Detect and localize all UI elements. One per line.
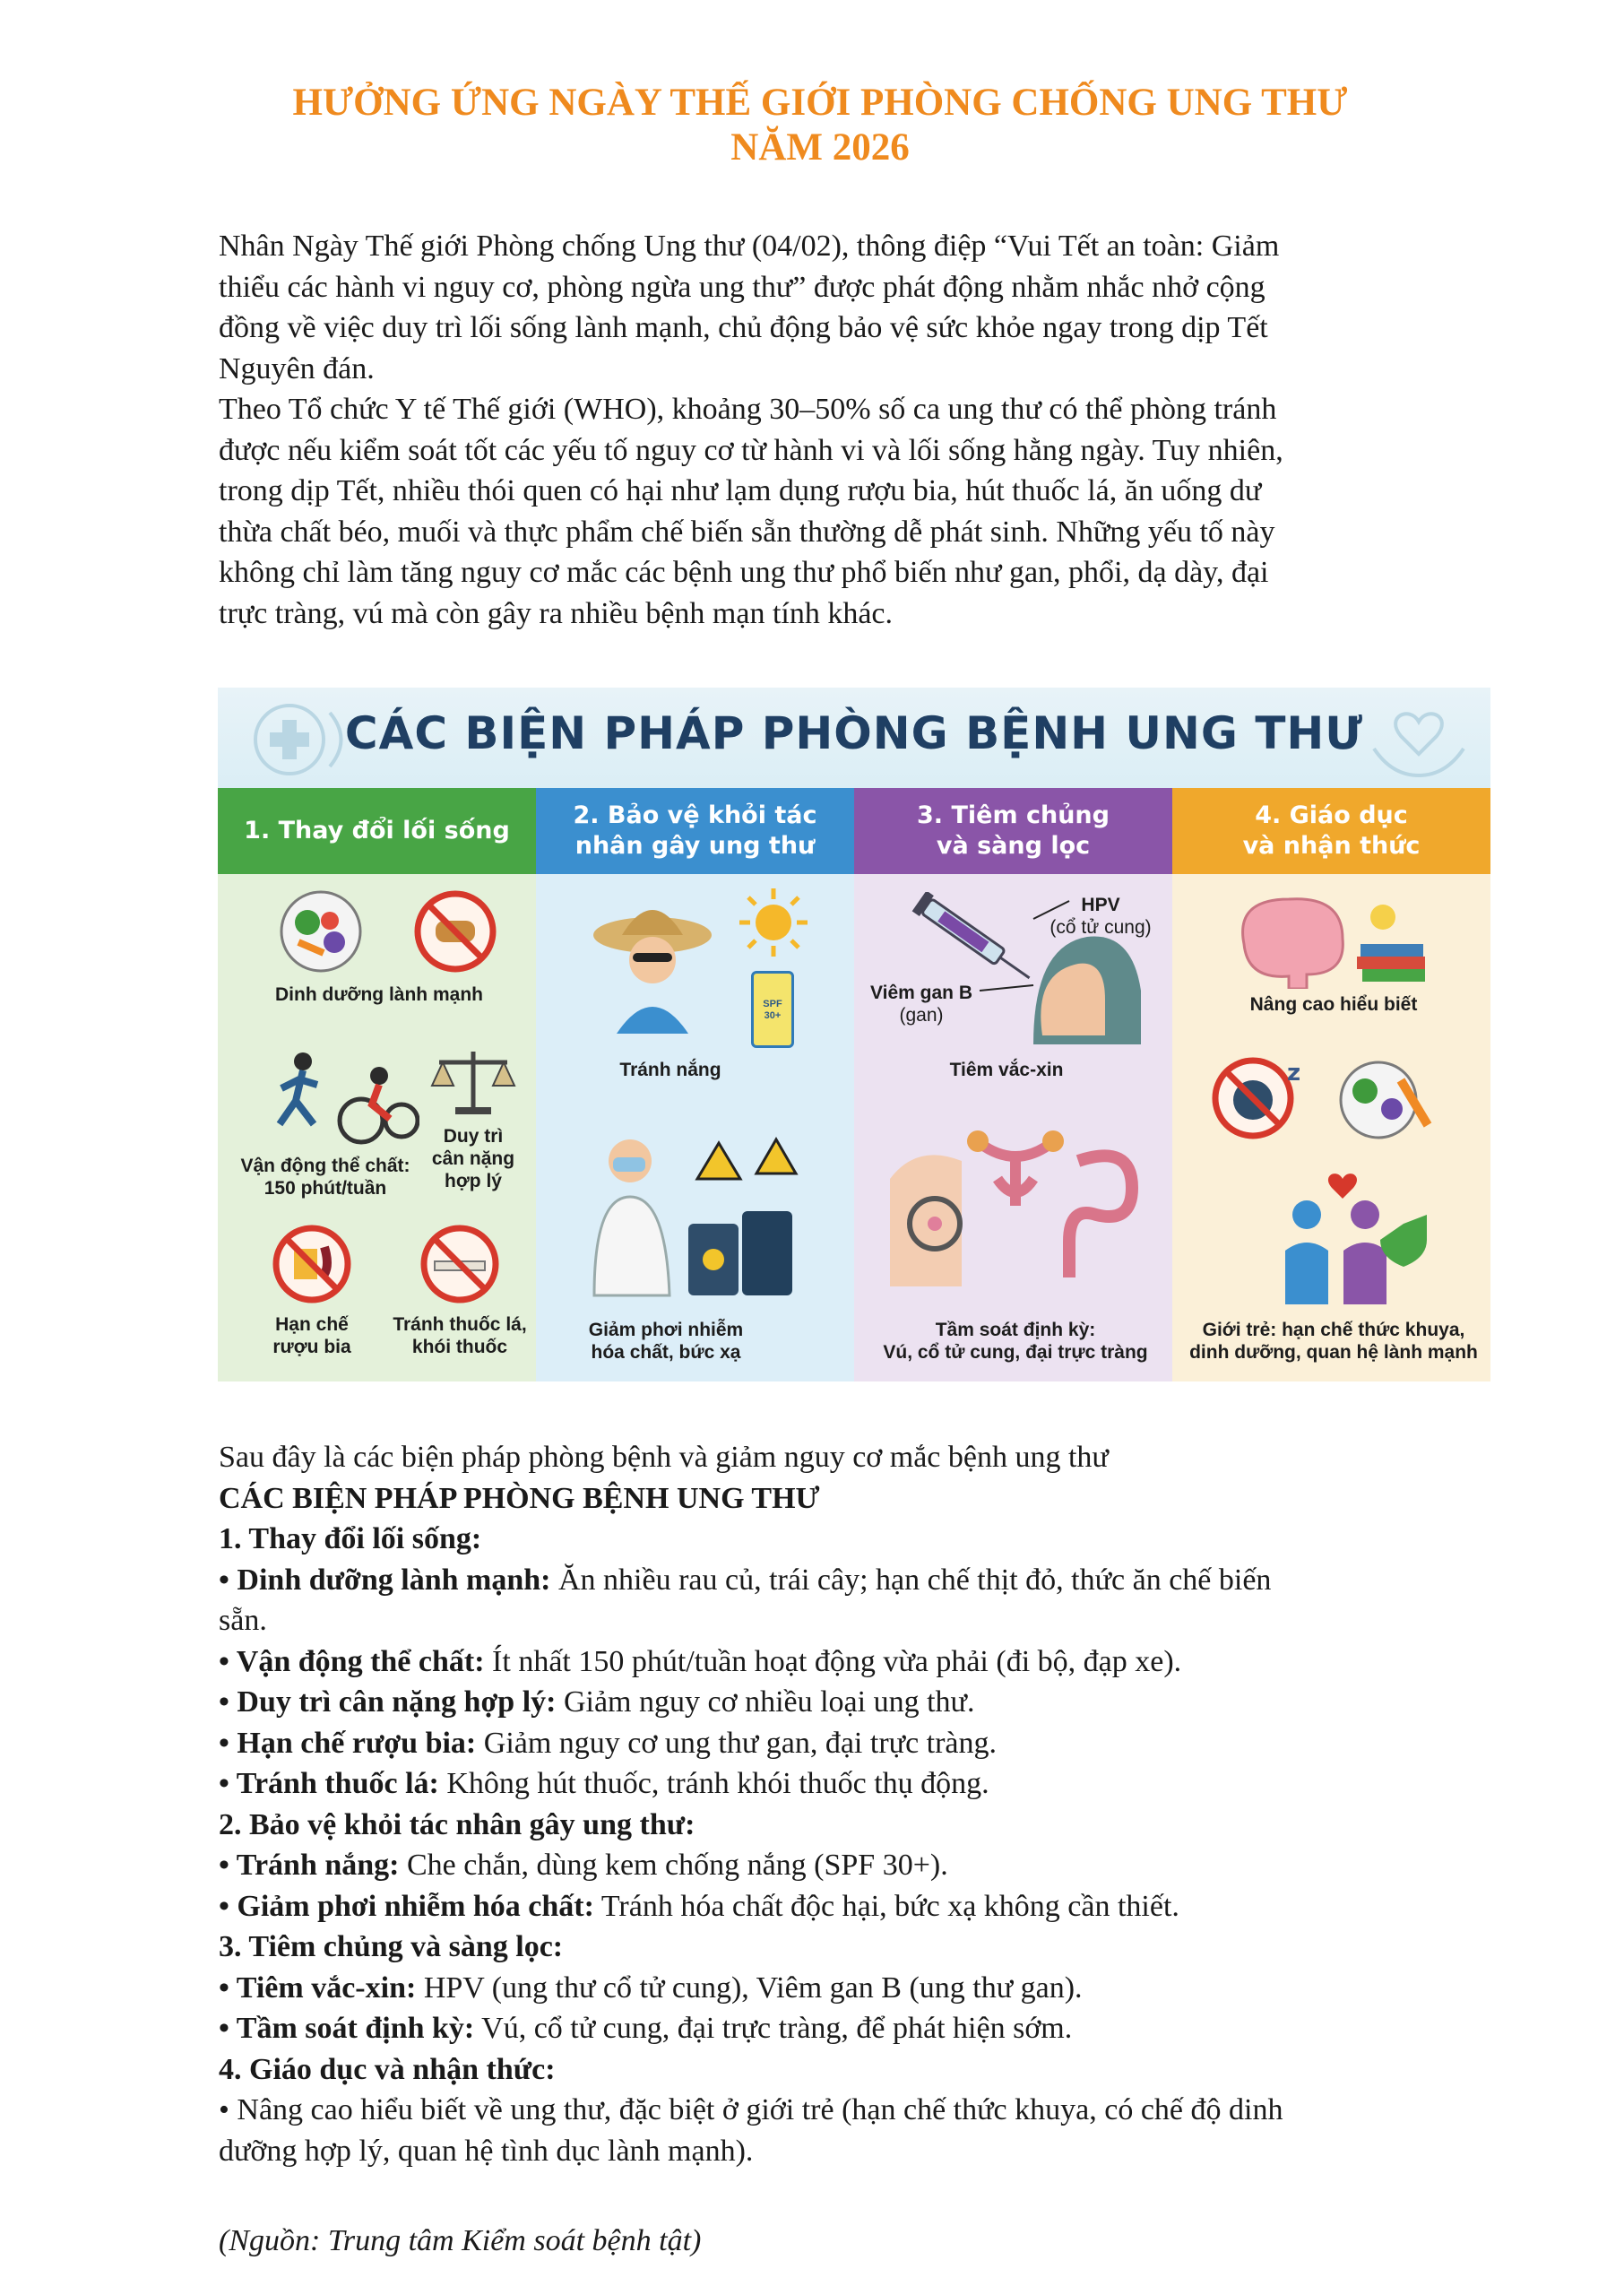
exercise-label: Vận động thể chất: 150 phút/tuần: [240, 1156, 410, 1199]
hepb-label: Viêm gan B (gan): [870, 983, 972, 1026]
screening-label: Tầm soát định kỳ: Vú, cổ tử cung, đại trực tràng: [883, 1320, 1148, 1363]
intro-line: trong dịp Tết, nhiều thói quen có hại như lạm dụng rượu bia, hút thuốc lá, ăn uống dư: [219, 474, 1262, 507]
measures-list: [219, 1437, 1491, 2171]
no-smoking-icon: [415, 1224, 505, 1304]
column-body: [1172, 874, 1490, 1381]
list-item: • Tránh thuốc lá: Không hút thuốc, tránh khói thuốc thụ động.: [219, 1767, 989, 1800]
screening-icon: [872, 1125, 1159, 1304]
column-body: [854, 874, 1172, 1381]
brain-books-icon: [1226, 890, 1432, 989]
column-lifestyle: [218, 788, 536, 1381]
column-body: [536, 874, 854, 1381]
section-heading: 3. Tiêm chủng và sàng lọc:: [219, 1930, 564, 1963]
column-header: 3. Tiêm chủng và sàng lọc: [854, 788, 1172, 874]
column-header: [218, 788, 536, 874]
list-heading: CÁC BIỆN PHÁP PHÒNG BỆNH UNG THƯ: [219, 1481, 820, 1515]
scale-icon: [428, 1044, 518, 1116]
intro-line: thừa chất béo, muối và thực phẩm chế biến sẵn thường dễ phát sinh. Những yếu tố này: [219, 515, 1275, 549]
sunscreen-icon: SPF 30+: [751, 971, 794, 1048]
list-intro: Sau đây là các biện pháp phòng bệnh và giảm nguy cơ mắc bệnh ung thư: [219, 1441, 1109, 1474]
column-protection: [536, 788, 854, 1381]
intro-line: trực tràng, vú mà còn gây ra nhiều bệnh mạn tính khác.: [219, 596, 894, 630]
intro-line: Theo Tổ chức Y tế Thế giới (WHO), khoảng 30–50% số ca ung thư có thể phòng tránh: [219, 393, 1277, 426]
no-junk-food-icon: [410, 887, 500, 976]
list-item: • Dinh dưỡng lành mạnh: Ăn nhiều rau củ, trái cây; hạn chế thịt đỏ, thức ăn chế biến: [219, 1563, 1272, 1597]
section-heading: 2. Bảo vệ khỏi tác nhân gây ung thư:: [219, 1807, 695, 1841]
infographic-title: CÁC BIỆN PHÁP PHÒNG BỆNH UNG THƯ: [344, 707, 1364, 759]
intro-line: được nếu kiểm soát tốt các yếu tố nguy cơ từ hành vi và lối sống hằng ngày. Tuy nhiên,: [219, 433, 1283, 467]
infographic: [218, 688, 1490, 1381]
sun-label: Tránh nắng: [619, 1060, 721, 1080]
vaccine-label: Tiêm vắc-xin: [949, 1060, 1064, 1080]
intro-section: [219, 226, 1473, 634]
list-item: • Hạn chế rượu bia: Giảm nguy cơ ung thư gan, đại trực tràng.: [219, 1726, 998, 1760]
column-body: [218, 874, 536, 1381]
healthy-relationship-icon: [1253, 1161, 1432, 1304]
column-vaccination: [854, 788, 1172, 1381]
chemical-worker-icon: [581, 1125, 805, 1304]
list-item: • Tầm soát định kỳ: Vú, cổ tử cung, đại trực tràng, để phát hiện sớm.: [219, 2012, 1073, 2045]
weight-label: Duy trì cân nặng hợp lý: [431, 1126, 515, 1191]
list-item: • Tiêm vắc-xin: HPV (ung thư cổ tử cung), Viêm gan B (ung thư gan).: [219, 1970, 1083, 2005]
list-item: • Giảm phơi nhiễm hóa chất: Tránh hóa chất độc hại, bức xạ không cần thiết.: [219, 1889, 1179, 1923]
nutrition-label: Dinh dưỡng lành mạnh: [275, 984, 483, 1005]
chemical-label: Giảm phơi nhiễm hóa chất, bức xạ: [588, 1320, 744, 1363]
smoke-label: Tránh thuốc lá, khói thuốc: [393, 1314, 527, 1357]
section-heading: 4. Giáo dục và nhận thức:: [219, 2052, 556, 2086]
column-education: [1172, 788, 1490, 1381]
sun-icon: [738, 887, 809, 958]
list-item: • Vận động thể chất: Ít nhất 150 phút/tuần hoạt động vừa phải (đi bộ, đạp xe).: [219, 1644, 1182, 1678]
intro-line: đồng về việc duy trì lối sống lành mạnh, chủ động bảo vệ sức khỏe ngay trong dịp Tết: [219, 311, 1268, 344]
title-line-1: HƯỞNG ỨNG NGÀY THẾ GIỚI PHÒNG CHỐNG UNG THƯ: [292, 82, 1348, 124]
list-item: • Tránh nắng: Che chắn, dùng kem chống nắng (SPF 30+).: [219, 1849, 948, 1882]
healthy-food-icon: [272, 887, 370, 976]
infographic-banner: [218, 688, 1490, 788]
list-item: • Duy trì cân nặng hợp lý: Giảm nguy cơ nhiều loại ung thư.: [219, 1685, 975, 1719]
list-item-continued: dưỡng hợp lý, quan hệ tình dục lành mạnh).: [219, 2134, 754, 2168]
intro-line: thiểu các hành vi nguy cơ, phòng ngừa ung thư” được phát động nhằm nhắc nhở cộng: [219, 270, 1266, 304]
column-header-text: 1. Thay đổi lối sống: [244, 817, 510, 844]
title-line-2: NĂM 2026: [730, 126, 910, 169]
hpv-label: HPV (cổ tử cung): [1050, 895, 1152, 938]
column-header: 2. Bảo vệ khỏi tác nhân gây ung thư: [536, 788, 854, 874]
intro-line: Nguyên đán.: [219, 351, 375, 385]
exercise-icon: [267, 1049, 419, 1148]
no-late-night-icon: [1208, 1053, 1450, 1143]
column-header: 4. Giáo dục và nhận thức: [1172, 788, 1490, 874]
page-title: [179, 81, 1461, 170]
youth-label: Giới trẻ: hạn chế thức khuya, dinh dưỡng, quan hệ lành mạnh: [1189, 1320, 1478, 1363]
knowledge-label: Nâng cao hiểu biết: [1249, 994, 1418, 1015]
source-note: (Nguồn: Trung tâm Kiểm soát bệnh tật): [219, 2224, 702, 2257]
sun-hat-person-icon: [590, 890, 715, 1034]
alcohol-label: Hạn chế rượu bia: [272, 1314, 351, 1357]
section-heading: 1. Thay đổi lối sống:: [219, 1522, 482, 1555]
no-alcohol-icon: [267, 1224, 357, 1304]
svg-text:z: z: [1287, 1060, 1301, 1087]
intro-line: không chỉ làm tăng nguy cơ mắc các bệnh ung thư phổ biến như gan, phổi, dạ dày, đại: [219, 556, 1269, 589]
intro-line: Nhân Ngày Thế giới Phòng chống Ung thư (04/02), thông điệp “Vui Tết an toàn: Giảm: [219, 230, 1280, 263]
list-item-continued: sẵn.: [219, 1604, 267, 1637]
list-item: • Nâng cao hiểu biết về ung thư, đặc biệt ở giới trẻ (hạn chế thức khuya, có chế độ dinh: [219, 2093, 1283, 2126]
